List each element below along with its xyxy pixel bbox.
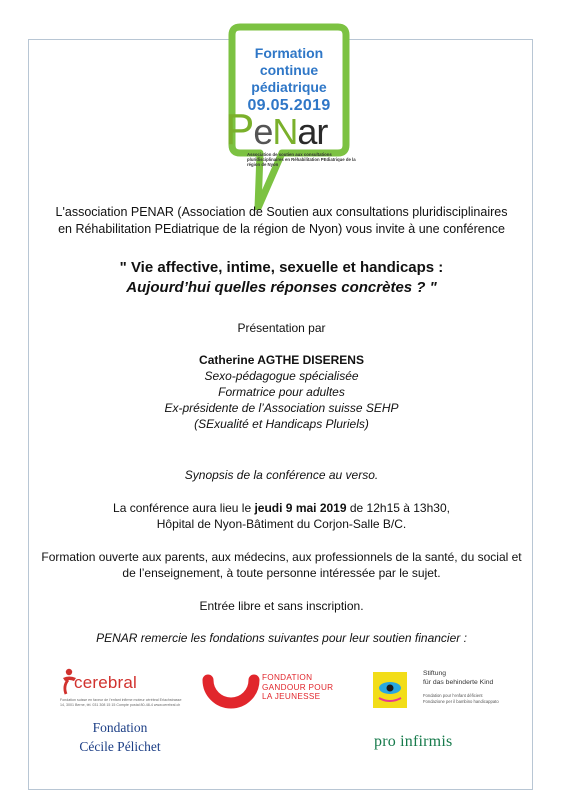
- venue-prefix: La conférence aura lieu le: [113, 501, 255, 515]
- cerebral-logo: [60, 668, 180, 718]
- speaker-block: [40, 352, 523, 432]
- stiftung-text: [423, 670, 533, 704]
- venue-suffix: de 12h15 à 13h30,: [346, 501, 450, 515]
- bubble-line-pediatrique: pédiatrique: [251, 79, 327, 95]
- penar-letter-p: P: [225, 105, 254, 154]
- pro-infirmis-logo: pro infirmis: [374, 733, 453, 750]
- entry-note: Entrée libre et sans inscription.: [199, 599, 364, 613]
- speaker-role-4: (SExualité et Handicaps Pluriels): [194, 417, 369, 431]
- speaker-role-2: Formatrice pour adultes: [218, 385, 345, 399]
- penar-letter-e: e: [253, 111, 273, 152]
- stiftung-fine-1: Fondation pour l’enfant déficient: [423, 693, 483, 698]
- venue-date: jeudi 9 mai 2019: [254, 501, 347, 515]
- intro-line-2: en Réhabilitation PEdiatrique de la région de Nyon) vous invite à une conférence: [58, 222, 505, 236]
- cecile-line-1: Fondation: [92, 720, 148, 735]
- intro-line-1: L'association PENAR (Association de Soutien aux consultations pluridisciplinaires: [55, 205, 508, 219]
- gandour-logo: [202, 670, 362, 720]
- gandour-text: [262, 673, 333, 702]
- venue-block: [40, 500, 523, 532]
- gandour-line-3: LA JEUNESSE: [262, 692, 321, 701]
- cecile-pelichet-logo: [60, 718, 180, 756]
- gandour-u-icon: [202, 670, 260, 720]
- bubble-line-continue: continue: [259, 62, 319, 78]
- conference-title-line-2: Aujourd’hui quelles réponses concrètes ? ": [126, 279, 437, 296]
- speaker-name: Catherine AGTHE DISERENS: [199, 353, 364, 367]
- audience-block: [40, 549, 523, 581]
- cerebral-wordmark: cerebral: [74, 673, 138, 692]
- bubble-date: 09.05.2019: [247, 97, 331, 114]
- penar-letter-n: N: [272, 111, 298, 152]
- venue-place: Hôpital de Nyon-Bâtiment du Corjon-Salle B/C.: [156, 517, 407, 531]
- cerebral-fine-print: Fondation suisse en faveur de l’enfant infirme moteur cérébral Erlachstrasse 14, 3001 Berne, tél. 031 308 15 15 Compte postal 80-48-4 www.cerebral.ch: [60, 698, 182, 707]
- stiftung-logo: [373, 668, 533, 718]
- penar-letters-ar: ar: [297, 111, 328, 152]
- sponsors-thanks: PENAR remercie les fondations suivantes pour leur soutien financier :: [96, 631, 467, 645]
- penar-subtitle: Association de soutien aux consultations pluridisciplinaires en Réhabilitation PEdiatrique de la région de Nyon: [247, 152, 356, 167]
- gandour-line-2: GANDOUR POUR: [262, 682, 334, 692]
- venue-line-1: [40, 500, 523, 516]
- speaker-role-1: Sexo-pédagogue spécialisée: [204, 369, 359, 383]
- stiftung-line-1: Stiftung: [423, 670, 447, 677]
- stiftung-eye-icon: [373, 668, 413, 710]
- audience-line-1: Formation ouverte aux parents, aux médecins, aux professionnels de la santé, du social et: [41, 550, 522, 564]
- conference-title-line-1: " Vie affective, intime, sexuelle et handicaps :: [119, 259, 444, 276]
- speaker-role-3: Ex-présidente de l’Association suisse SEHP: [164, 401, 399, 415]
- audience-line-2: de l’enseignement, à toute personne intéressée par le sujet.: [122, 566, 441, 580]
- cecile-line-2: Cécile Pélichet: [79, 739, 161, 754]
- bubble-line-formation: Formation: [254, 45, 324, 61]
- intro-text: [40, 204, 523, 238]
- conference-title: [40, 258, 523, 298]
- stiftung-fine-2: Fondazione per il bambino handicappato: [423, 698, 499, 704]
- gandour-line-1: FONDATION: [262, 673, 313, 682]
- stiftung-line-2: für das behinderte Kind: [423, 678, 494, 686]
- synopsis-note: Synopsis de la conférence au verso.: [184, 468, 379, 482]
- presented-by: Présentation par: [237, 321, 326, 335]
